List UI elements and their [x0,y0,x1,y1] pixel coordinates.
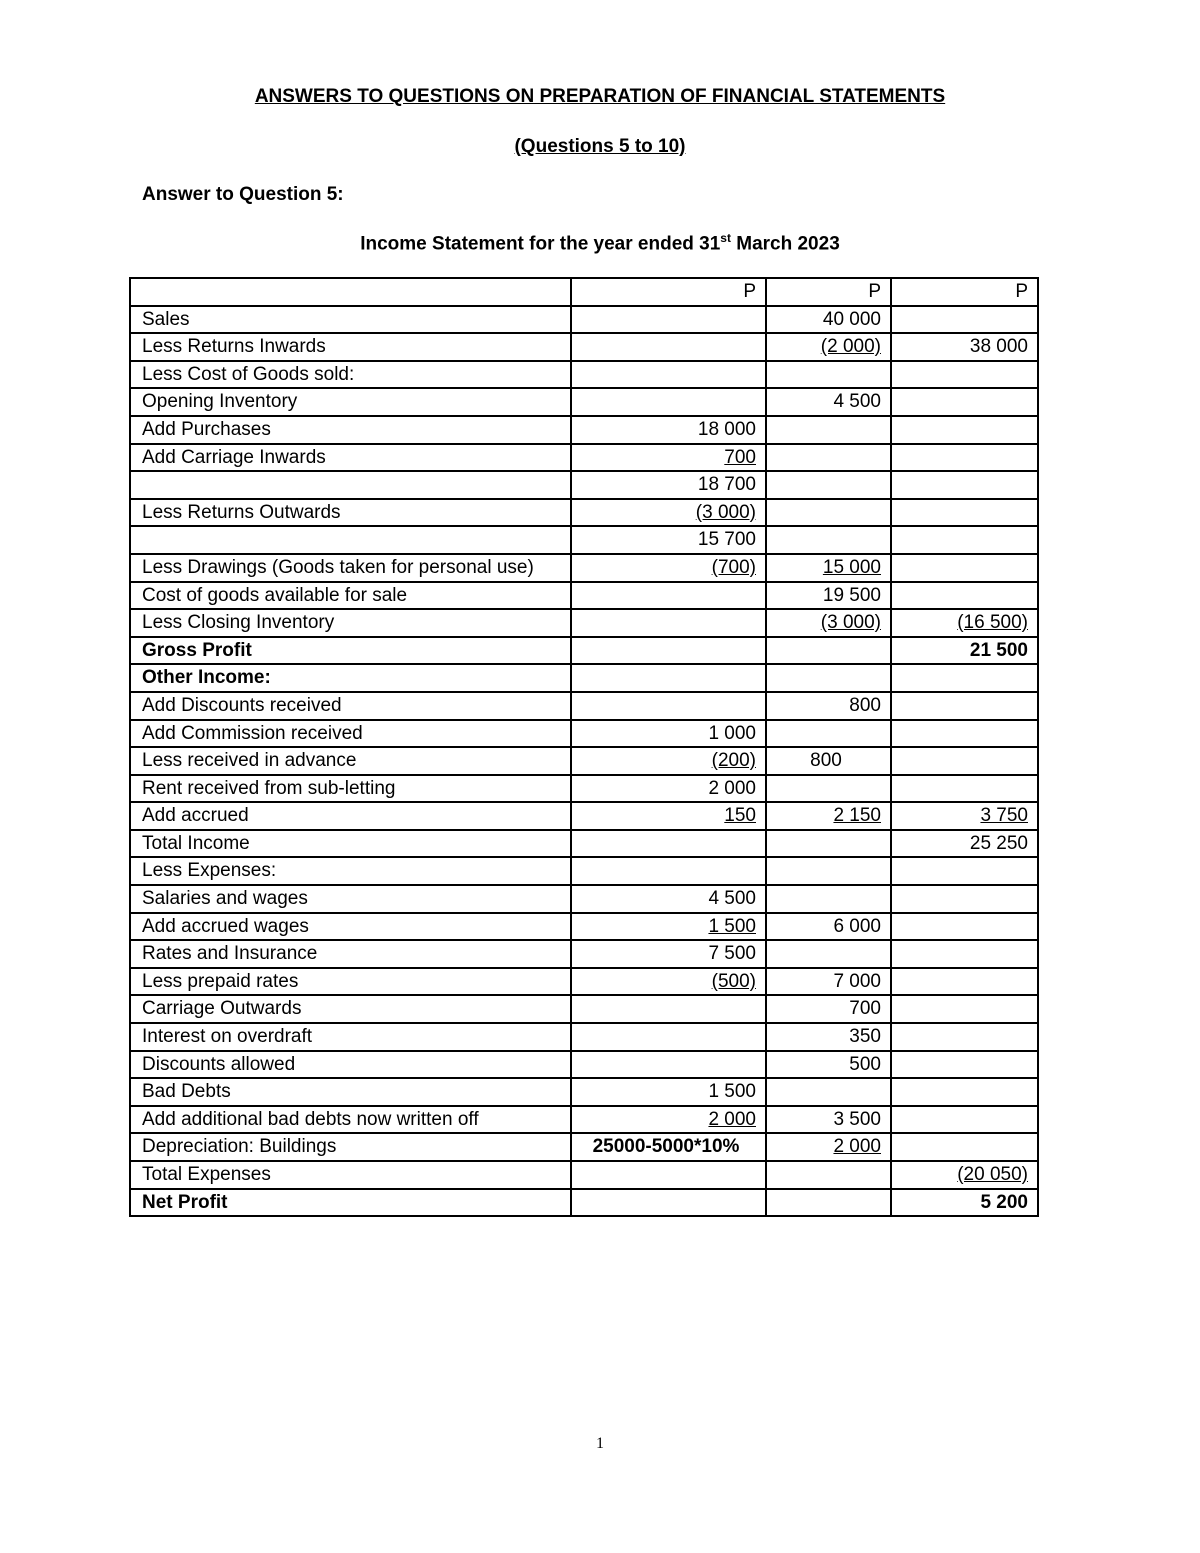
header-cell-label [130,278,571,306]
amount-cell-col2 [766,802,891,830]
amount-cell-col2 [766,361,891,389]
amount-cell-col2 [766,637,891,665]
table-row [130,664,1038,692]
statement-title-date: March 2023 [730,233,840,255]
table-row [130,692,1038,720]
row-label: Less prepaid rates [130,968,571,996]
amount-cell-col1 [571,775,766,803]
amount-cell-col1 [571,333,766,361]
statement-title-superscript: st [720,231,731,245]
row-label: Discounts allowed [130,1051,571,1079]
amount-value: 25 250 [969,832,1028,854]
amount-cell-col3 [891,995,1038,1023]
table-row [130,1189,1038,1217]
amount-value: 7 500 [708,943,756,965]
row-label: Total Expenses [130,1161,571,1189]
row-label: Salaries and wages [130,885,571,913]
amount-cell-col2 [766,388,891,416]
amount-cell-col3 [891,1161,1038,1189]
amount-cell-col1 [571,885,766,913]
amount-cell-col3 [891,333,1038,361]
table-row [130,1133,1038,1161]
amount-cell-col2 [766,306,891,334]
amount-cell-col2 [766,913,891,941]
table-row [130,609,1038,637]
row-label: Bad Debts [130,1078,571,1106]
amount-value: 18 000 [697,418,756,440]
row-label: Rates and Insurance [130,940,571,968]
amount-cell-col2 [766,995,891,1023]
amount-value: 7 000 [833,970,881,992]
amount-cell-col1 [571,416,766,444]
amount-cell-col3 [891,692,1038,720]
table-row [130,747,1038,775]
table-row [130,913,1038,941]
table-row [130,306,1038,334]
table-row [130,995,1038,1023]
amount-cell-col2 [766,609,891,637]
row-label: Less Returns Inwards [130,333,571,361]
row-label: Carriage Outwards [130,995,571,1023]
amount-cell-col1 [571,1051,766,1079]
amount-cell-col2 [766,499,891,527]
amount-cell-col3 [891,775,1038,803]
table-row [130,775,1038,803]
amount-value: 3 500 [833,1108,881,1130]
amount-cell-col3 [891,388,1038,416]
table-row [130,802,1038,830]
table-row [130,857,1038,885]
table-row [130,720,1038,748]
amount-cell-col1 [571,1133,766,1161]
amount-value: 21 500 [969,639,1028,661]
amount-cell-col3 [891,499,1038,527]
row-label: Add Carriage Inwards [130,444,571,472]
table-row [130,582,1038,610]
row-label: Less Cost of Goods sold: [130,361,571,389]
amount-cell-col3 [891,830,1038,858]
amount-cell-col3 [891,444,1038,472]
table-row [130,830,1038,858]
row-label: Sales [130,306,571,334]
amount-cell-col2 [766,416,891,444]
amount-cell-col3 [891,471,1038,499]
amount-cell-col2 [766,940,891,968]
amount-value: 700 [849,998,881,1020]
amount-value: 800 [810,750,842,772]
amount-value: 6 000 [833,915,881,937]
amount-cell-col1 [571,857,766,885]
amount-value: (700) [711,556,756,578]
amount-cell-col1 [571,830,766,858]
table-row [130,499,1038,527]
amount-cell-col1 [571,968,766,996]
amount-value: (20 050) [957,1164,1028,1185]
row-label: Less Expenses: [130,857,571,885]
row-label: Add Discounts received [130,692,571,720]
amount-cell-col1 [571,1189,766,1217]
amount-cell-col1 [571,526,766,554]
amount-cell-col1 [571,388,766,416]
amount-cell-col2 [766,1189,891,1217]
amount-value: (3 000) [820,612,881,634]
amount-value: (500) [711,970,756,992]
amount-cell-col3 [891,802,1038,830]
amount-value: 1 000 [708,722,756,744]
amount-cell-col3 [891,1078,1038,1106]
amount-value: 700 [724,446,756,468]
section-heading: Answer to Question 5: [142,184,344,205]
amount-cell-col1 [571,1161,766,1189]
row-label: Add additional bad debts now written off [130,1106,571,1134]
table-row [130,940,1038,968]
table-row [130,416,1038,444]
amount-cell-col2 [766,664,891,692]
amount-value: 2 000 [708,777,756,799]
amount-cell-col2 [766,1051,891,1079]
amount-cell-col2 [766,720,891,748]
amount-cell-col2 [766,1133,891,1161]
amount-cell-col1 [571,499,766,527]
row-label: Interest on overdraft [130,1023,571,1051]
amount-value: 40 000 [822,308,881,330]
amount-cell-col2 [766,775,891,803]
amount-cell-col1 [571,306,766,334]
amount-cell-col1 [571,995,766,1023]
amount-cell-col3 [891,1133,1038,1161]
amount-value: 15 700 [697,529,756,551]
amount-cell-col1 [571,554,766,582]
header-cell-col2: P [766,278,891,306]
amount-cell-col3 [891,1051,1038,1079]
row-label: Rent received from sub-letting [130,775,571,803]
amount-value: 25000-5000*10% [592,1136,740,1158]
amount-value: 38 000 [969,336,1028,358]
amount-cell-col1 [571,1106,766,1134]
amount-cell-col3 [891,885,1038,913]
amount-cell-col1 [571,471,766,499]
amount-cell-col1 [571,582,766,610]
amount-cell-col2 [766,526,891,554]
amount-cell-col1 [571,692,766,720]
header-cell-col1: P [571,278,766,306]
amount-value: (2 000) [820,336,881,358]
document-title: ANSWERS TO QUESTIONS ON PREPARATION OF FINANCIAL STATEMENTS [254,86,946,107]
amount-cell-col3 [891,664,1038,692]
table-row [130,554,1038,582]
amount-cell-col3 [891,361,1038,389]
row-label: Cost of goods available for sale [130,582,571,610]
amount-value: 19 500 [822,584,881,606]
amount-cell-col3 [891,720,1038,748]
amount-cell-col3 [891,747,1038,775]
header-cell-col3: P [891,278,1038,306]
amount-value: (16 500) [957,612,1028,634]
amount-cell-col2 [766,1078,891,1106]
amount-cell-col2 [766,885,891,913]
amount-cell-col2 [766,1161,891,1189]
amount-value: 2 150 [833,805,881,827]
amount-value: 350 [849,1026,881,1048]
amount-cell-col3 [891,1189,1038,1217]
amount-value: 4 500 [833,391,881,413]
amount-cell-col2 [766,333,891,361]
amount-cell-col3 [891,637,1038,665]
amount-cell-col3 [891,582,1038,610]
amount-cell-col2 [766,747,891,775]
amount-cell-col1 [571,444,766,472]
amount-value: 150 [724,805,756,827]
amount-value: 3 750 [980,805,1028,827]
amount-cell-col3 [891,913,1038,941]
amount-cell-col3 [891,609,1038,637]
amount-cell-col3 [891,306,1038,334]
amount-cell-col3 [891,554,1038,582]
row-label: Other Income: [130,664,571,692]
amount-cell-col1 [571,361,766,389]
row-label: Depreciation: Buildings [130,1133,571,1161]
amount-cell-col2 [766,444,891,472]
amount-cell-col1 [571,720,766,748]
amount-cell-col2 [766,692,891,720]
amount-value: (3 000) [695,501,756,523]
table-row [130,1078,1038,1106]
row-label: Total Income [130,830,571,858]
amount-cell-col2 [766,830,891,858]
amount-value: 18 700 [697,474,756,496]
row-label [130,526,571,554]
amount-cell-col1 [571,940,766,968]
table-row [130,388,1038,416]
table-row [130,333,1038,361]
amount-cell-col1 [571,664,766,692]
amount-cell-col2 [766,471,891,499]
amount-value: 1 500 [708,1081,756,1103]
amount-cell-col2 [766,554,891,582]
amount-value: 500 [849,1053,881,1075]
amount-value: 2 000 [708,1108,756,1130]
amount-value: 5 200 [980,1191,1028,1213]
table-row [130,361,1038,389]
table-row [130,444,1038,472]
amount-value: 15 000 [822,556,881,578]
table-row [130,1023,1038,1051]
amount-value: 1 500 [708,915,756,937]
amount-cell-col3 [891,940,1038,968]
amount-cell-col2 [766,1106,891,1134]
document-subtitle: (Questions 5 to 10) [514,136,686,157]
row-label: Less Returns Outwards [130,499,571,527]
amount-cell-col1 [571,637,766,665]
amount-cell-col3 [891,1106,1038,1134]
row-label: Net Profit [130,1189,571,1217]
row-label: Gross Profit [130,637,571,665]
page-number: 1 [596,1435,604,1452]
statement-title-text: Income Statement for the year ended 31 [360,233,721,255]
row-label: Add accrued [130,802,571,830]
table-header-row [130,278,1038,306]
amount-cell-col1 [571,609,766,637]
amount-cell-col2 [766,968,891,996]
amount-value: (200) [711,750,756,772]
table-row [130,471,1038,499]
amount-cell-col2 [766,1023,891,1051]
row-label [130,471,571,499]
table-row [130,1161,1038,1189]
amount-cell-col1 [571,1078,766,1106]
table-row [130,1106,1038,1134]
amount-cell-col2 [766,857,891,885]
statement-title [0,231,1200,255]
row-label: Add Purchases [130,416,571,444]
row-label: Opening Inventory [130,388,571,416]
row-label: Less Drawings (Goods taken for personal use) [130,554,571,582]
row-label: Add accrued wages [130,913,571,941]
table-row [130,526,1038,554]
amount-value: 4 500 [708,888,756,910]
amount-cell-col3 [891,1023,1038,1051]
row-label: Less Closing Inventory [130,609,571,637]
amount-cell-col3 [891,416,1038,444]
amount-value: 2 000 [833,1136,881,1158]
amount-cell-col1 [571,913,766,941]
amount-value: 800 [849,694,881,716]
table-row [130,968,1038,996]
amount-cell-col3 [891,526,1038,554]
row-label: Less received in advance [130,747,571,775]
amount-cell-col1 [571,747,766,775]
income-statement-table [129,277,1039,1217]
row-label: Add Commission received [130,720,571,748]
amount-cell-col3 [891,968,1038,996]
amount-cell-col2 [766,582,891,610]
table-row [130,885,1038,913]
amount-cell-col1 [571,802,766,830]
amount-cell-col1 [571,1023,766,1051]
table-row [130,637,1038,665]
table-row [130,1051,1038,1079]
amount-cell-col3 [891,857,1038,885]
